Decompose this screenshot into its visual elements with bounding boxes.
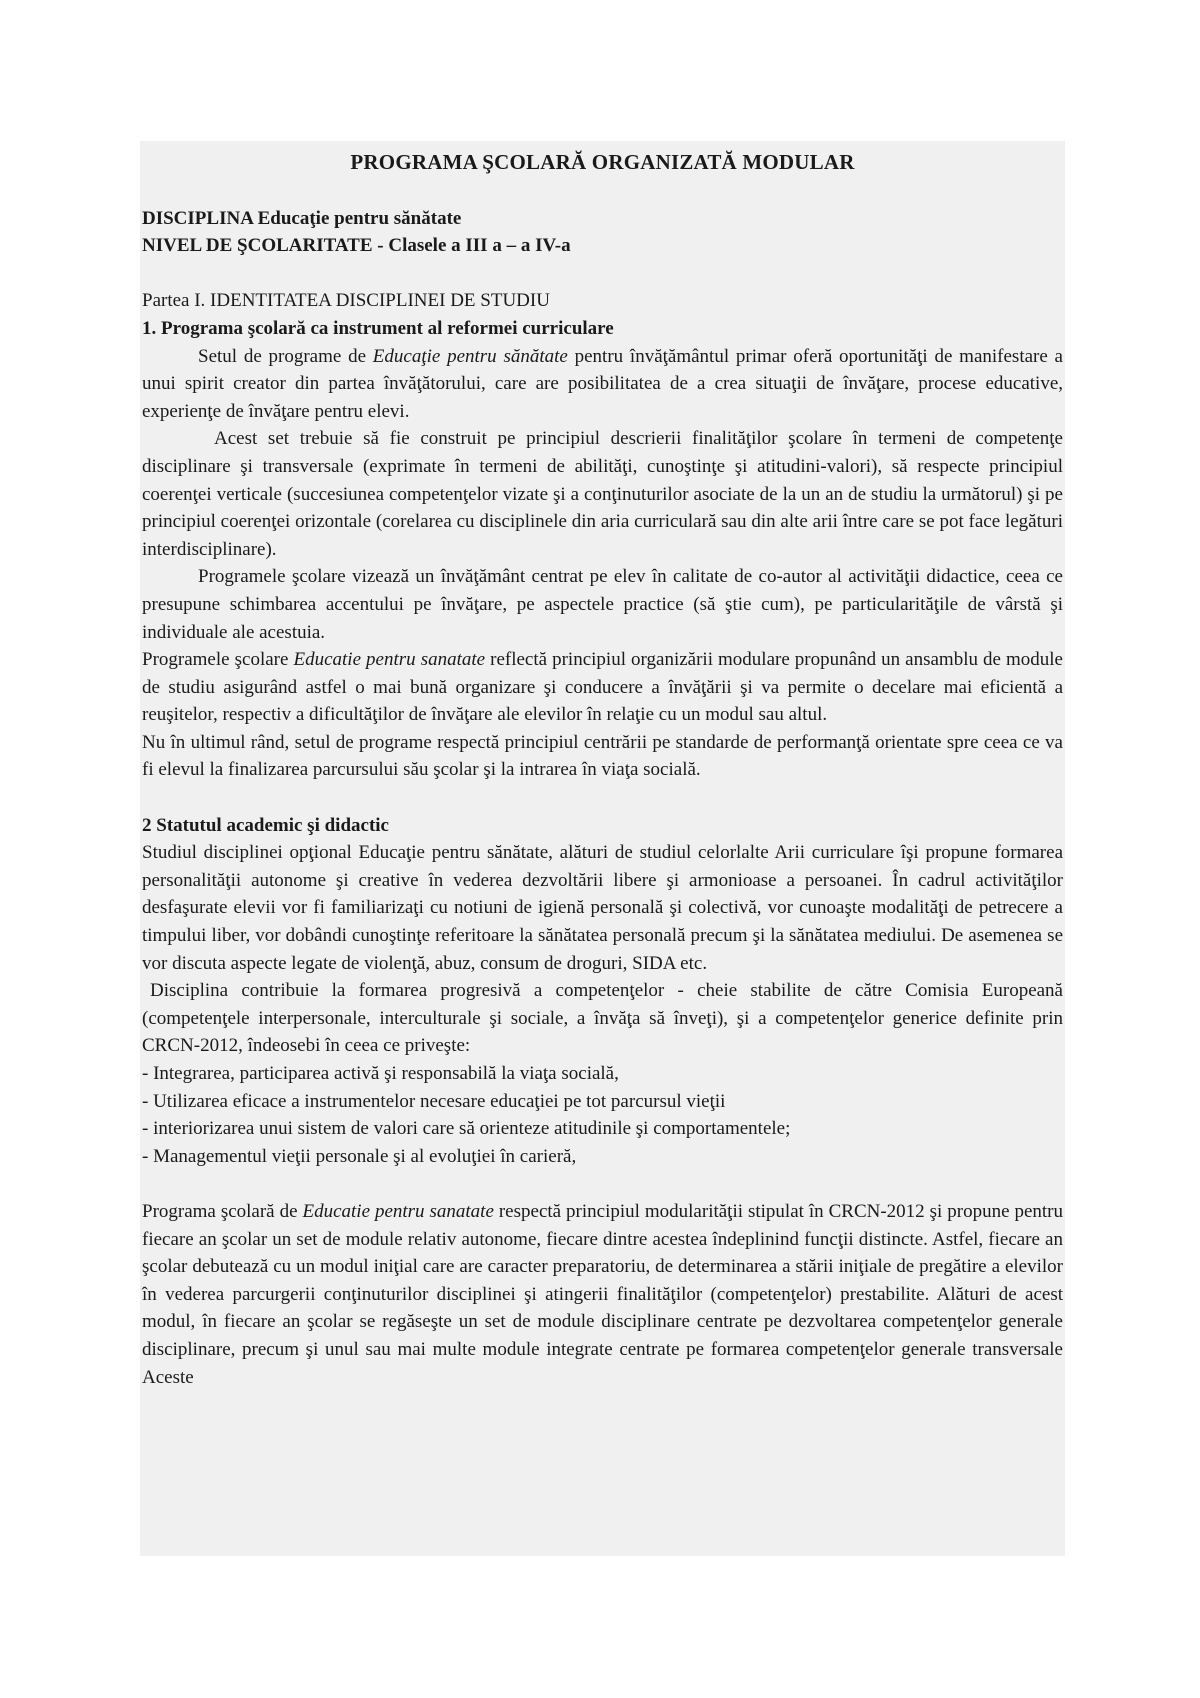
bullet-item: - Managementul vieţii personale şi al evoluţiei în carieră, — [142, 1145, 577, 1167]
paragraph-4-start: Programele şcolare — [142, 649, 294, 671]
bullet-item: - Integrarea, participarea activă şi responsabilă la viaţa socială, — [142, 1063, 619, 1084]
level-line: NIVEL DE ŞCOLARITATE - Clasele a III a – a IV-a — [142, 235, 571, 257]
bullet-item: - Utilizarea eficace a instrumentelor necesare educaţiei pe tot parcursul vieţii — [142, 1090, 726, 1112]
document-page — [140, 141, 1065, 1556]
part-title: Partea I. IDENTITATEA DISCIPLINEI DE STUDIU — [142, 290, 550, 312]
document-title: PROGRAMA ŞCOLARĂ ORGANIZATĂ MODULAR — [350, 150, 855, 174]
paragraph-1-end: pentru învăţământul primar oferă oportunităţi de manifestare a unui spirit creator din partea învăţătorului, care are posibilitatea de a crea situaţii de învăţare, procese educative, experienţe de învăţare pentru elevi. — [142, 345, 1063, 422]
paragraph-4-italic: Educatie pentru sanatate — [293, 649, 486, 671]
paragraph-1 — [142, 343, 1063, 426]
paragraph-1-start: Setul de programe de — [198, 345, 373, 367]
section1-title: 1. Programa şcolară ca instrument al reformei curriculare — [142, 317, 614, 339]
section2-title: 2 Statutul academic şi didactic — [142, 814, 389, 836]
paragraph-1-italic: Educaţie pentru sănătate — [372, 345, 568, 367]
paragraph-4-end: reflectă principiul organizării modulare propunând un ansamblu de module de studiu asigurând astfel o mai bună organizare şi conducere a învăţării şi va permite o decelare mai eficientă a reuşitelor, respectiv a dificultăţilor de învăţare ale elevilor în relaţie cu un modul sau altul. — [142, 649, 1063, 726]
bullet-item: - interiorizarea unui sistem de valori care să orienteze atitudinile şi comportamentele; — [142, 1118, 791, 1140]
discipline-line: DISCIPLINA Educaţie pentru sănătate — [142, 207, 462, 229]
paragraph-2: Acest set trebuie să fie construit pe principiul descrierii finalităţilor şcolare în termeni de competenţe disciplinare şi transversale (exprimate în termeni de abilităţi, cunoştinţe şi atitudini-valori), să respecte principiul coerenţei verticale (succesiunea competenţelor vizate şi a conţinuturilor asociate de la un an de studiu la următorul) şi pe principiul coerenţei orizontale (corelarea cu disciplinele din aria curriculară sau din alte arii între care se pot face legături interdisciplinare). — [142, 428, 1063, 560]
paragraph-8-end: respectă principiul modularităţii stipulat în CRCN-2012 şi propune pentru fiecare an şcolar un set de module relativ autonome, fiecare dintre acestea îndeplinind funcţii distincte. Astfel, fiecare an şcolar debutează cu un modul iniţial care are caracter preparatoriu, de determinarea a stării iniţiale de pregătire a elevilor în vederea parcurgerii conţinuturilor disciplinei şi atingerii finalităţilor (competenţelor) prestabilite. Alături de acest modul, în fiecare an şcolar se regăseşte un set de module disciplinare centrate pe dezvoltarea competenţelor generale disciplinare, precum şi unul sau mai multe module integrate centrate pe formarea competenţelor generale transversale Aceste — [142, 1200, 1063, 1388]
paragraph-8-italic: Educatie pentru sanatate — [302, 1200, 494, 1222]
paragraph-6: Studiul disciplinei opţional Educaţie pentru sănătate, alături de studiul celorlalte Arii curriculare îşi propune formarea personalităţii autonome şi creative în vederea dezvoltării libere şi armonioase a persoanei. În cadrul activităţilor desfaşurate elevii vor fi familiarizaţi cu notiuni de igienă personală şi colectivă, vor cunoaşte modalităţi de petrecere a timpului liber, vor dobândi cunoştinţe referitoare la sănătatea personală precum şi la sănătatea mediului. De asemenea se vor discuta aspecte legate de violenţă, abuz, consum de droguri, SIDA etc. — [142, 842, 1063, 974]
paragraph-7: Disciplina contribuie la formarea progresivă a competenţelor - cheie stabilite de către Comisia Europeană (competenţele interpersonale, interculturale şi sociale, a învăţa să înveţi), şi a competenţelor generice definite prin CRCN-2012, îndeosebi în ceea ce priveşte: — [142, 980, 1063, 1057]
paragraph-8 — [142, 1198, 1063, 1391]
paragraph-5: Nu în ultimul rând, setul de programe respectă principiul centrării pe standarde de performanţă orientate spre ceea ce va fi elevul la finalizarea parcursului său şcolar şi la intrarea în viaţa socială. — [142, 731, 1063, 781]
paragraph-4 — [142, 646, 1063, 729]
paragraph-3: Programele şcolare vizează un învăţământ centrat pe elev în calitate de co-autor al activităţii didactice, ceea ce presupune schimbarea accentului pe învăţare, pe aspectele practice (să ştie cum), pe particularităţile de vârstă şi individuale ale acestuia. — [142, 566, 1063, 643]
paragraph-8-start: Programa şcolară de — [142, 1200, 303, 1222]
